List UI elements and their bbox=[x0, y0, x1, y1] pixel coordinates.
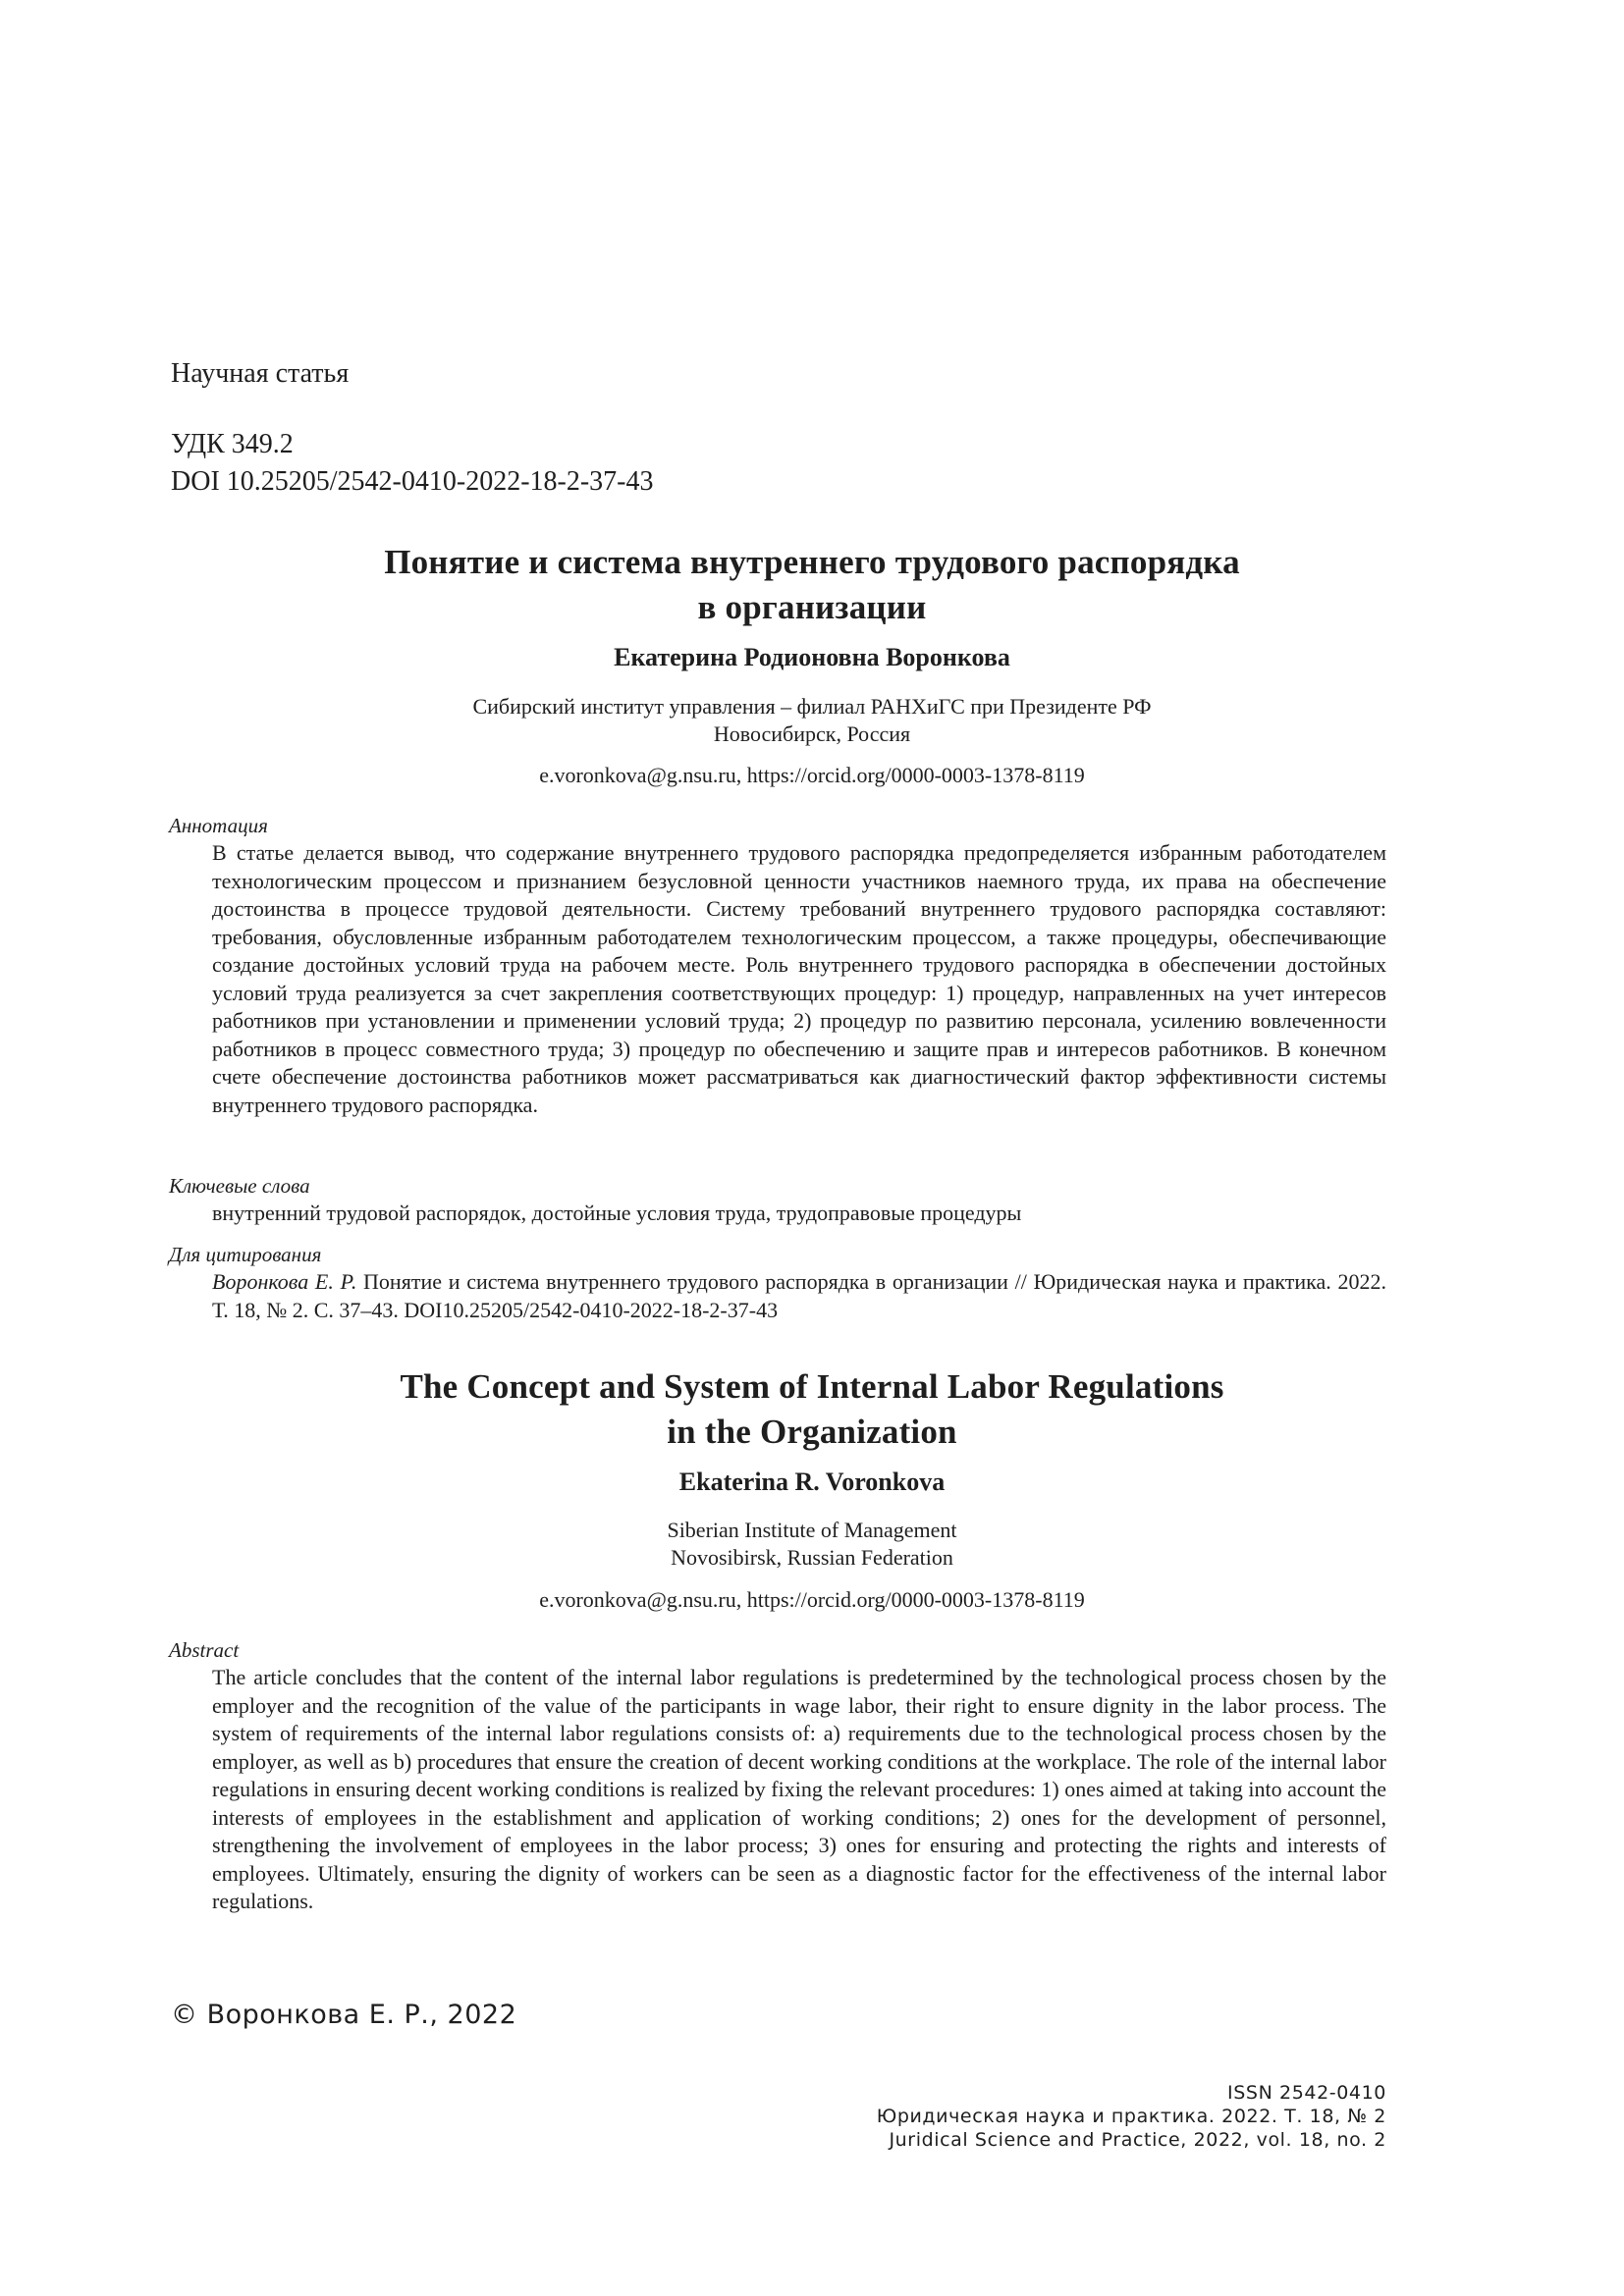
en-title-line1: The Concept and System of Internal Labor Regulations bbox=[400, 1367, 1224, 1406]
citation-label: Для цитирования bbox=[169, 1243, 322, 1266]
journal-en: Juridical Science and Practice, 2022, vol. 18, no. 2 bbox=[889, 2129, 1386, 2151]
en-title-line2: in the Organization bbox=[667, 1413, 957, 1451]
issn: ISSN 2542-0410 bbox=[1227, 2082, 1386, 2104]
ru-affiliation: Сибирский институт управления – филиал РАНХиГС при Президенте РФ bbox=[472, 694, 1152, 719]
citation-author: Воронкова Е. Р. bbox=[212, 1269, 357, 1294]
citation-text bbox=[212, 1268, 1386, 1324]
journal-ru: Юридическая наука и практика. 2022. Т. 18, № 2 bbox=[876, 2106, 1386, 2127]
annotation-label: Аннотация bbox=[169, 814, 268, 837]
copyright: © Воронкова Е. Р., 2022 bbox=[171, 2000, 517, 2030]
udk-code: УДК 349.2 bbox=[171, 429, 294, 459]
en-author: Ekaterina R. Voronkova bbox=[678, 1468, 946, 1496]
ru-author: Екатерина Родионовна Воронкова bbox=[614, 643, 1010, 671]
citation-body: Понятие и система внутреннего трудового распорядка в организации // Юридическая наука и практика. 2022. Т. 18, № 2. С. 37–43. DOI10.25205/2542-0410-2022-18-2-37-43 bbox=[212, 1269, 1386, 1322]
keywords-label: Ключевые слова bbox=[169, 1174, 310, 1198]
annotation-text: В статье делается вывод, что содержание внутреннего трудового распорядка предопределяется избранным работодателем технологическим процессом и признанием безусловной ценности участников наемного труда, их права на обеспечение достоинства в процессе трудовой деятельности. Систему требований внутреннего трудового распорядка составляют: требования, обусловленные избранным работодателем технологическим процессом, а также процедуры, обеспечивающие создание достойных условий труда на рабочем месте. Роль внутреннего трудового распорядка в обеспечении достойных условий труда реализуется за счет закрепления соответствующих процедур: 1) процедур, направленных на учет интересов работников при установлении и применении условий труда; 2) процедур по развитию персонала, усилению вовлеченности работников в процесс совместного труда; 3) процедур по обеспечению и защите прав и интересов работников. В конечном счете обеспечение достоинства работников может рассматриваться как диагностический фактор эффективности системы внутреннего трудового распорядка. bbox=[212, 840, 1386, 1117]
doi: DOI 10.25205/2542-0410-2022-18-2-37-43 bbox=[171, 466, 654, 497]
article-type: Научная статья bbox=[171, 358, 350, 389]
en-affiliation: Siberian Institute of Management bbox=[667, 1518, 957, 1542]
abstract-text: The article concludes that the content of the internal labor regulations is predetermined by the technological process chosen by the employer and the recognition of the value of the participants in wage labor, their right to ensure dignity in the labor process. The system of requirements of the internal labor regulations consists of: a) requirements due to the technological process chosen by the employer, as well as b) procedures that ensure the creation of decent working conditions at the workplace. The role of the internal labor regulations in ensuring decent working conditions is realized by fixing the relevant procedures: 1) ones aimed at taking into account the interests of employees in the establishment and application of working conditions; 2) ones for the development of personnel, strengthening the involvement of employees in the labor process; 3) ones for ensuring and protecting the rights and interests of employees. Ultimately, ensuring the dignity of workers can be seen as a diagnostic factor for the effectiveness of the internal labor regulations. bbox=[212, 1665, 1386, 1913]
en-contacts: e.voronkova@g.nsu.ru, https://orcid.org/0000-0003-1378-8119 bbox=[539, 1587, 1085, 1612]
abstract-label: Abstract bbox=[169, 1638, 240, 1662]
ru-city: Новосибирск, Россия bbox=[713, 721, 911, 746]
keywords-text: внутренний трудовой распорядок, достойные условия труда, трудоправовые процедуры bbox=[212, 1201, 1022, 1225]
en-city: Novosibirsk, Russian Federation bbox=[671, 1545, 953, 1570]
ru-title-line2: в организации bbox=[697, 588, 927, 626]
ru-contacts: e.voronkova@g.nsu.ru, https://orcid.org/0000-0003-1378-8119 bbox=[539, 763, 1085, 787]
ru-title-line1: Понятие и система внутреннего трудового распорядка bbox=[384, 543, 1240, 581]
